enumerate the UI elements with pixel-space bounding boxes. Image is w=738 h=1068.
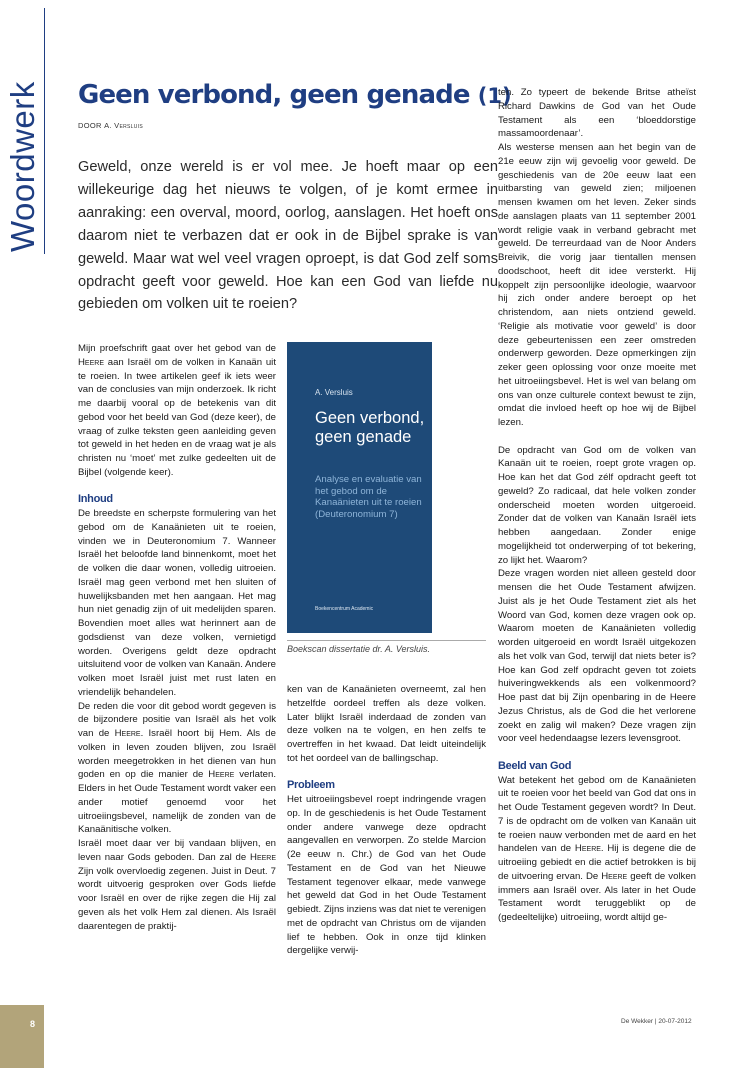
book-title: Geen verbond, geen genade — [315, 409, 425, 446]
page-number-tab — [0, 1005, 44, 1068]
paragraph: Deze vragen worden niet alleen gesteld door mensen die het Oude Testament afwijzen. Juist als je het Oude Testament ziet als het Woord van God, komen deze vragen ook op. Waarom moeten de Kanaänieten volledig worden uitgeroeid en wordt Israël uitgekozen als het volk van God, terwijl dat niets beter is? Hoe kan God zelf opdracht geven tot zoiets huiveringwekkends als een volkenmoord? Hoe past dat bij Zijn openbaring in de Heere Jezus Christus, als de God die het verlorene zoekt en zalig wil maken? Deze vragen zijn voor veel hedendaagse lezers levensgroot. — [498, 568, 696, 745]
section-label: Woordwerk — [4, 81, 41, 252]
book-cover-image — [287, 342, 432, 633]
column-3 — [498, 86, 696, 925]
book-subtitle: Analyse en evaluatie van het gebod om de Kanaänieten uit te roeien (Deuteronomium 7) — [315, 474, 422, 520]
title-part-number: (1) — [477, 84, 512, 108]
paragraph: De breedste en scherpste formulering van het gebod om de Kanaänieten uit te roeien, vinden we in Deuteronomium 7. Wanneer Israël het beloofde land binnenkomt, moet het de volken die daar wonen, volledig uitroeien. Israël mag geen verbond met hen sluiten of huwelijksbanden met hen aangaan. Het mag hun niet genadig zijn of uit medelijden sparen. Bovendien moet alles wat herinnert aan de godsdienst van deze volken, vernietigd worden. Overigens geldt deze opdracht uitsluitend voor de volken van Kanaän. Andere volken moet Israël juist met rust laten en vriendelijk behandelen. — [78, 508, 276, 698]
paragraph: Mijn proefschrift gaat over het gebod van de Heere aan Israël om de volken in Kanaän uit te roeien. In twee artikelen geef ik iets weer van de conclusies van mijn onderzoek. Ik richt me daarbij vooral op de betekenis van dit gebod voor het beeld van God (deze keer), de vraag of zulke teksten geen aanleiding geven tot geweld in het heden en de vraag wat je als christen nu ‘moet’ met zulke gedeelten uit de Bijbel (volgende keer). — [78, 343, 276, 478]
article-title — [78, 80, 512, 110]
page-number: 8 — [30, 1019, 36, 1029]
byline: DOOR A. Versluis — [78, 121, 143, 130]
paragraph: Als westerse mensen aan het begin van de 21e eeuw zijn wij gevoelig voor geweld. De geschiedenis van de 20e eeuw laat een uitbarsting van geweld zien; miljoenen mensen kwamen om het leven. Zeker sinds de aanslagen plaats van 11 september 2001 wordt religie vaak in verband gebracht met geweld. De terreurdaad van de Noor Anders Breivik, die vorig jaar tientallen mensen doodschoot, heeft dit idee versterkt. Hij koppelt zijn persoonlijke ideologie, waarvoor hij zich onder andere beroept op het christendom, aan niets ontziend geweld. ‘Religie als motivatie voor geweld’ is door deze gebeurtenissen een zeer omstreden onderwerp geworden. Deze opmerkingen zijn zeker geen oplossing voor onze moeite met het uitroeiingsbevel. Het is wel van belang om ons van onze culturele context bewust te zijn, omdat die invloed heeft op hoe wij de Bijbel lezen. — [498, 142, 696, 428]
paragraph: De opdracht van God om de volken van Kanaän uit te roeien, roept grote vragen op. Hoe kan het dat God zélf opdracht geeft tot geweld? Zo radicaal, dat hele volken zonder onderscheid moeten worden uitgeroeid. Zonder dat de volken van Kanaän Israël iets hebben aangedaan. Zonder enige mogelijkheid tot onderwerping of tot bekering, zo lijkt het. Waarom? — [498, 444, 696, 566]
paragraph: ten. Zo typeert de bekende Britse atheïst Richard Dawkins de God van het Oude Testament als een ‘bloeddorstige massamoordenaar’. — [498, 87, 696, 140]
book-publisher: Boekencentrum Academic — [315, 606, 374, 612]
image-caption: Boekscan dissertatie dr. A. Versluis. — [287, 640, 486, 654]
subheading-beeld-van-god: Beeld van God — [498, 759, 572, 772]
section-rule — [44, 8, 45, 254]
column-2 — [287, 683, 486, 958]
column-1 — [78, 342, 276, 933]
paragraph: ken van de Kanaänieten overneemt, zal hen hetzelfde oordeel treffen als deze volken. Later blijkt Israël inderdaad de zonden van deze volken na te volgen, en hen zelfs te overtreffen in het kwaad. Dat leidt uiteindelijk tot het oordeel van de ballingschap. — [287, 684, 486, 764]
subheading-probleem: Probleem — [287, 779, 335, 792]
paragraph: Het uitroeiingsbevel roept indringende vragen op. In de geschiedenis is het Oude Testament onder andere vanwege deze opdracht aangevallen en verworpen. Zo stelde Marcion (2e eeuw n. Chr.) de God van het Oude Testament en de God van het Nieuwe Testament tegenover elkaar, mede vanwege het geweld dat God in het Oude Testament gebiedt. Zijns inziens was dat niet te verenigen met de opdracht van Christus om de vijanden lief te hebben. Ook in onze tijd klinken dergelijke verwij- — [287, 794, 486, 957]
subheading-inhoud: Inhoud — [78, 493, 113, 506]
title-main: Geen verbond, geen genade — [78, 80, 470, 110]
paragraph: Wat betekent het gebod om de Kanaänieten uit te roeien voor het beeld van God dat ons in het Oude Testament gegeven wordt? In Deut. 7 is de opdracht om de volken van Kanaän uit te roeien nauw verbonden met de aard en het handelen van de Heere. Hij is degene die de uitroeiing gebiedt en die actief betrokken is bij de uitvoering ervan. De Heere geeft de volken immers aan Israël over. Als later in het Oude Testament wordt teruggeblikt op de (gedeeltelijke) uitroeiing, wordt altijd ge- — [498, 774, 697, 923]
book-author: A. Versluis — [315, 388, 353, 397]
byline-author: A. Versluis — [104, 121, 143, 130]
intro-paragraph: Geweld, onze wereld is er vol mee. Je hoeft maar op een willekeurige dag het nieuws te volgen, of je komt ermee in aanraking: een overval, moord, oorlog, aanslagen. Het hoeft ons daarom niet te verbazen dat er ook in de Bijbel sprake is van geweld. Maar wat wel veel vragen oproept, is dat God zelf soms opdracht geeft voor geweld. Hoe kan een God van liefde nu gebieden om volken uit te roeien? — [78, 159, 498, 313]
paragraph: De reden die voor dit gebod wordt gegeven is de bijzondere positie van Israël als het volk van de Heere. Israël hoort bij Hem. Als de volken in leven zouden blijven, zou Israël worden meegetrokken in het dienen van hun goden en op die manier de Heere verlaten. Elders in het Oude Testament wordt vaker een ander motief genoemd voor het uitroeiingsbevel, namelijk de zonden van de Kanaänitische volken. — [78, 700, 277, 836]
paragraph: Israël moet daar ver bij vandaan blijven, en leven naar Gods geboden. Dan zal de Heere Zijn volk overvloedig zegenen. Juist in Deut. 7 wordt uitvoerig gesproken over Gods liefde voor Israël en over de rijke zegen die Hij zal geven als het volk Hem zal dienen. Als Israël daarentegen de praktij- — [78, 838, 277, 932]
footer-publication: De Wekker | 20-07-2012 — [621, 1018, 692, 1025]
